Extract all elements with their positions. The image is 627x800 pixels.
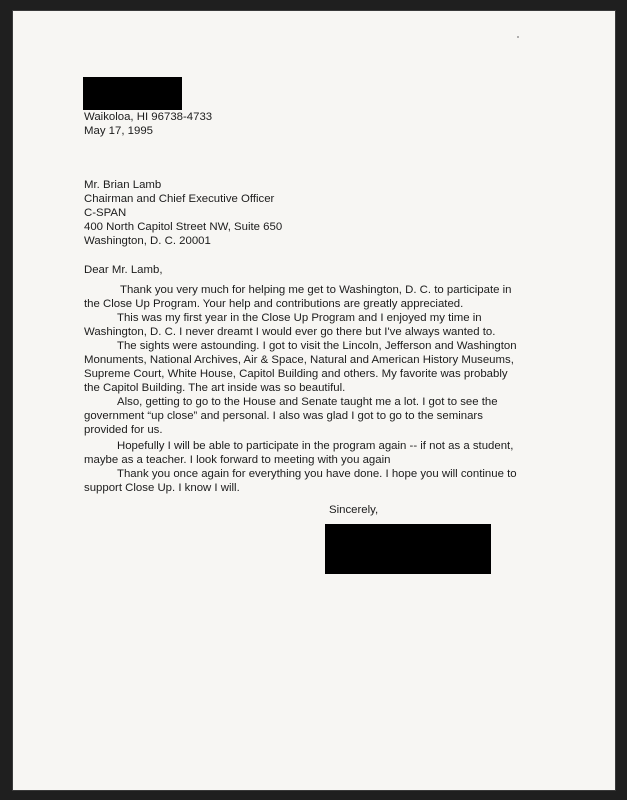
- body-line: the Capitol Building. The art inside was so beautiful.: [84, 382, 346, 394]
- body-line: Monuments, National Archives, Air & Space, Natural and American History Museums,: [84, 354, 514, 366]
- redacted-signature: [325, 524, 491, 574]
- body-line: Thank you very much for helping me get to Washington, D. C. to participate in: [120, 284, 512, 296]
- body-line: Thank you once again for everything you have done. I hope you will continue to: [117, 468, 517, 480]
- recipient-name: Mr. Brian Lamb: [84, 179, 162, 191]
- recipient-city: Washington, D. C. 20001: [84, 235, 211, 247]
- body-line: the Close Up Program. Your help and contributions are greatly appreciated.: [84, 298, 464, 310]
- redacted-sender-name: [83, 77, 182, 110]
- body-line: This was my first year in the Close Up Program and I enjoyed my time in: [117, 312, 482, 324]
- body-line: Supreme Court, White House, Capitol Building and others. My favorite was probably: [84, 368, 508, 380]
- body-line: Washington, D. C. I never dreamt I would ever go there but I've always wanted to.: [84, 326, 496, 338]
- body-line: The sights were astounding. I got to visit the Lincoln, Jefferson and Washington: [117, 340, 517, 352]
- body-line: Hopefully I will be able to participate in the program again -- if not as a student,: [117, 440, 514, 452]
- recipient-organization: C-SPAN: [84, 207, 127, 219]
- recipient-street: 400 North Capitol Street NW, Suite 650: [84, 221, 283, 233]
- body-line: provided for us.: [84, 424, 163, 436]
- body-line: Also, getting to go to the House and Senate taught me a lot. I got to see the: [117, 396, 498, 408]
- recipient-title: Chairman and Chief Executive Officer: [84, 193, 275, 205]
- closing: Sincerely,: [329, 504, 379, 516]
- body-line: maybe as a teacher. I look forward to meeting with you again: [84, 454, 391, 466]
- letter-date: May 17, 1995: [84, 125, 154, 137]
- body-line: support Close Up. I know I will.: [84, 482, 240, 494]
- paper-speck: [517, 36, 519, 38]
- sender-address: Waikoloa, HI 96738-4733: [84, 111, 213, 123]
- salutation: Dear Mr. Lamb,: [84, 264, 163, 276]
- body-line: government “up close” and personal. I also was glad I got to go to the seminars: [84, 410, 483, 422]
